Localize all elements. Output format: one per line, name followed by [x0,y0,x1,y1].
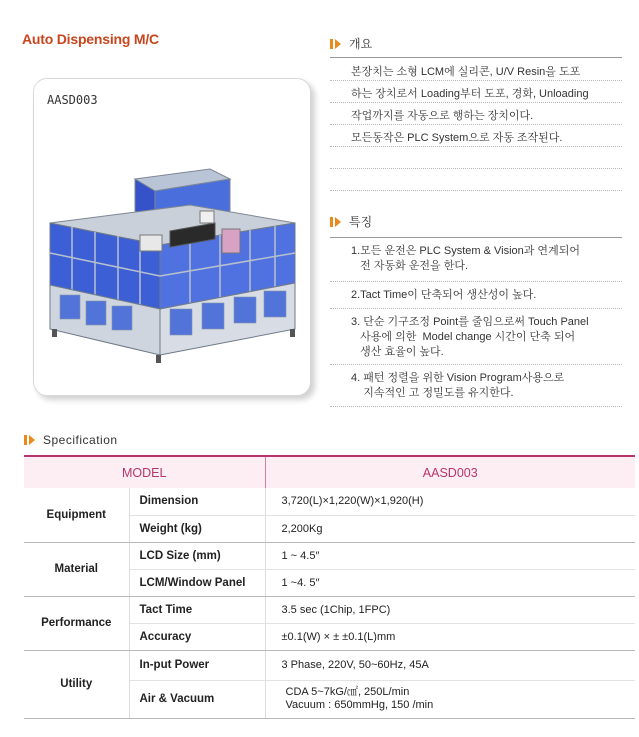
value-line: CDA 5~7kG/㎠, 250L/min [285,686,410,698]
category-cell: Equipment [24,488,129,542]
value-column-header: AASD003 [265,456,635,488]
feature-line: 사용에 의한 Model change 시간이 단축 되어 [351,331,576,343]
section-bullet-icon [330,217,341,227]
value-cell: 3,720(L)×1,220(W)×1,920(H) [265,488,635,515]
item-cell: Accuracy [129,623,265,650]
item-cell: In-put Power [129,650,265,680]
feature-item [330,238,622,282]
value-cell: 3.5 sec (1Chip, 1FPC) [265,596,635,623]
overview-divider [330,57,622,58]
overview-line [330,169,622,191]
specification-heading [24,433,118,447]
overview-heading-label: 개요 [349,37,373,51]
product-image-card [33,78,311,396]
section-bullet-icon [24,435,35,445]
feature-item [330,309,622,365]
item-cell: Dimension [129,488,265,515]
specification-heading-label: Specification [43,433,118,447]
item-cell: Tact Time [129,596,265,623]
value-cell: 1 ~ 4.5″ [265,542,635,569]
overview-list [330,59,622,191]
machine-illustration [40,123,304,385]
features-heading-label: 특징 [349,215,373,229]
table-row [24,542,635,569]
table-row [24,488,635,515]
overview-line: 작업까지를 자동으로 행하는 장치이다. [330,103,622,125]
feature-line: 4. 패턴 정렬을 위한 Vision Program사용으로 [351,372,565,384]
page-title: Auto Dispensing M/C [22,31,159,47]
feature-line: 2.Tact Time이 단축되어 생산성이 높다. [351,289,537,301]
feature-line: 1.모든 운전은 PLC System & Vision과 연계되어 [351,245,580,257]
item-cell: Weight (kg) [129,515,265,542]
table-header-row [24,456,635,488]
value-line: Vacuum : 650mmHg, 150 /min [285,699,434,711]
value-cell: 3 Phase, 220V, 50~60Hz, 45A [265,650,635,680]
product-code: AASD003 [47,93,98,107]
category-cell: Performance [24,596,129,650]
value-cell: 1 ~4. 5″ [265,569,635,596]
specification-table [24,455,635,719]
feature-line: 생산 효율이 높다. [351,346,444,358]
category-cell: Utility [24,650,129,718]
feature-line: 3. 단순 기구조정 Point를 줄임으로써 Touch Panel [351,316,589,328]
features-list [330,238,622,407]
feature-line: 전 자동화 운전을 한다. [351,260,469,272]
overview-line: 모든동작은 PLC System으로 자동 조작된다. [330,125,622,147]
value-cell: ±0.1(W) × ± ±0.1(L)mm [265,623,635,650]
feature-item [330,365,622,407]
overview-line: 본장치는 소형 LCM에 실리콘, U/V Resin을 도포 [330,59,622,81]
section-bullet-icon [330,39,341,49]
item-cell: Air & Vacuum [129,680,265,718]
overview-line [330,147,622,169]
table-row [24,596,635,623]
value-cell: 2,200Kg [265,515,635,542]
overview-line: 하는 장치로서 Loading부터 도포, 경화, Unloading [330,81,622,103]
features-heading [330,213,372,230]
category-cell: Material [24,542,129,596]
feature-line: 지속적인 고 정밀도를 유지한다. [351,387,514,399]
item-cell: LCM/Window Panel [129,569,265,596]
item-cell: LCD Size (mm) [129,542,265,569]
value-cell [265,680,635,718]
overview-heading [330,35,372,52]
model-column-header: MODEL [24,456,265,488]
table-row [24,650,635,680]
feature-item [330,282,622,309]
